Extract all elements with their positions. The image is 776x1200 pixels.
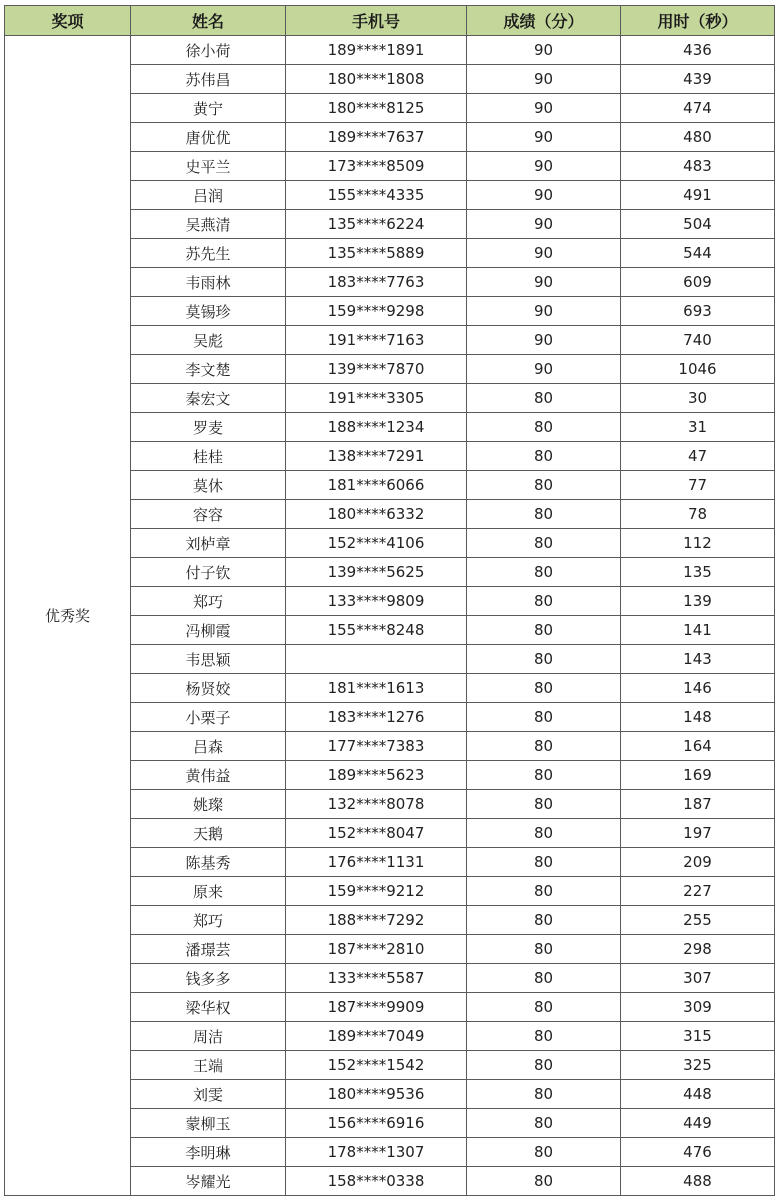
- cell-score: 80: [467, 819, 621, 848]
- cell-score: 80: [467, 906, 621, 935]
- cell-time: 609: [621, 268, 775, 297]
- cell-score: 80: [467, 500, 621, 529]
- cell-name: 黄宁: [131, 94, 286, 123]
- cell-phone: 191****3305: [286, 384, 467, 413]
- cell-name: 冯柳霞: [131, 616, 286, 645]
- cell-award-group: 优秀奖: [5, 36, 131, 1196]
- cell-time: 504: [621, 210, 775, 239]
- cell-phone: 189****7637: [286, 123, 467, 152]
- cell-phone: 180****1808: [286, 65, 467, 94]
- cell-name: 刘栌章: [131, 529, 286, 558]
- cell-score: 80: [467, 413, 621, 442]
- header-time: 用时（秒）: [621, 6, 775, 36]
- cell-score: 80: [467, 935, 621, 964]
- cell-name: 小栗子: [131, 703, 286, 732]
- cell-phone: 155****8248: [286, 616, 467, 645]
- cell-time: 139: [621, 587, 775, 616]
- cell-score: 80: [467, 645, 621, 674]
- cell-name: 杨贤姣: [131, 674, 286, 703]
- cell-name: 史平兰: [131, 152, 286, 181]
- cell-phone: 158****0338: [286, 1167, 467, 1196]
- table-header: [5, 6, 775, 36]
- cell-phone: 180****6332: [286, 500, 467, 529]
- header-award: 奖项: [5, 6, 131, 36]
- cell-score: 90: [467, 181, 621, 210]
- cell-score: 80: [467, 471, 621, 500]
- cell-time: 436: [621, 36, 775, 65]
- cell-score: 80: [467, 616, 621, 645]
- cell-phone: 152****8047: [286, 819, 467, 848]
- cell-phone: 159****9298: [286, 297, 467, 326]
- cell-score: 80: [467, 1051, 621, 1080]
- cell-time: 187: [621, 790, 775, 819]
- cell-time: 78: [621, 500, 775, 529]
- cell-score: 80: [467, 674, 621, 703]
- cell-score: 90: [467, 268, 621, 297]
- cell-name: 吴燕清: [131, 210, 286, 239]
- cell-time: 209: [621, 848, 775, 877]
- cell-name: 梁华权: [131, 993, 286, 1022]
- cell-time: 169: [621, 761, 775, 790]
- cell-score: 90: [467, 355, 621, 384]
- cell-phone: 183****1276: [286, 703, 467, 732]
- cell-phone: 187****2810: [286, 935, 467, 964]
- cell-phone: 188****1234: [286, 413, 467, 442]
- cell-name: 韦雨林: [131, 268, 286, 297]
- cell-time: 143: [621, 645, 775, 674]
- cell-score: 80: [467, 1022, 621, 1051]
- cell-name: 桂桂: [131, 442, 286, 471]
- cell-name: 容容: [131, 500, 286, 529]
- cell-time: 480: [621, 123, 775, 152]
- cell-time: 448: [621, 1080, 775, 1109]
- cell-score: 80: [467, 993, 621, 1022]
- cell-phone: 177****7383: [286, 732, 467, 761]
- cell-time: 30: [621, 384, 775, 413]
- cell-score: 80: [467, 587, 621, 616]
- cell-phone: 189****1891: [286, 36, 467, 65]
- cell-name: 潘璟芸: [131, 935, 286, 964]
- cell-score: 80: [467, 1167, 621, 1196]
- cell-name: 姚璨: [131, 790, 286, 819]
- cell-name: 陈基秀: [131, 848, 286, 877]
- cell-phone: 155****4335: [286, 181, 467, 210]
- cell-phone: 181****1613: [286, 674, 467, 703]
- cell-time: 1046: [621, 355, 775, 384]
- cell-time: 255: [621, 906, 775, 935]
- cell-time: 474: [621, 94, 775, 123]
- cell-phone: 139****7870: [286, 355, 467, 384]
- cell-time: 148: [621, 703, 775, 732]
- header-phone: 手机号: [286, 6, 467, 36]
- cell-score: 80: [467, 384, 621, 413]
- cell-phone: 189****5623: [286, 761, 467, 790]
- cell-score: 90: [467, 152, 621, 181]
- cell-time: 544: [621, 239, 775, 268]
- cell-time: 298: [621, 935, 775, 964]
- cell-name: 周洁: [131, 1022, 286, 1051]
- cell-time: 307: [621, 964, 775, 993]
- cell-time: 227: [621, 877, 775, 906]
- cell-name: 苏伟昌: [131, 65, 286, 94]
- cell-time: 164: [621, 732, 775, 761]
- cell-phone: 152****4106: [286, 529, 467, 558]
- cell-phone: 183****7763: [286, 268, 467, 297]
- cell-name: 苏先生: [131, 239, 286, 268]
- cell-name: 王端: [131, 1051, 286, 1080]
- cell-time: 77: [621, 471, 775, 500]
- cell-phone: 138****7291: [286, 442, 467, 471]
- cell-score: 90: [467, 210, 621, 239]
- cell-time: 135: [621, 558, 775, 587]
- cell-score: 80: [467, 732, 621, 761]
- cell-score: 80: [467, 877, 621, 906]
- table-row: [5, 36, 775, 65]
- cell-score: 90: [467, 326, 621, 355]
- cell-time: 315: [621, 1022, 775, 1051]
- cell-phone: 133****9809: [286, 587, 467, 616]
- cell-name: 岑耀光: [131, 1167, 286, 1196]
- cell-time: 476: [621, 1138, 775, 1167]
- award-sheet: [4, 5, 774, 1196]
- cell-phone: 181****6066: [286, 471, 467, 500]
- cell-name: 莫休: [131, 471, 286, 500]
- header-name: 姓名: [131, 6, 286, 36]
- cell-name: 蒙柳玉: [131, 1109, 286, 1138]
- cell-phone: 159****9212: [286, 877, 467, 906]
- cell-score: 90: [467, 36, 621, 65]
- cell-phone: 132****8078: [286, 790, 467, 819]
- cell-score: 80: [467, 1138, 621, 1167]
- cell-score: 80: [467, 1080, 621, 1109]
- cell-phone: 135****6224: [286, 210, 467, 239]
- cell-time: 197: [621, 819, 775, 848]
- cell-time: 488: [621, 1167, 775, 1196]
- cell-phone: [286, 645, 467, 674]
- cell-phone: 152****1542: [286, 1051, 467, 1080]
- cell-time: 483: [621, 152, 775, 181]
- cell-time: 491: [621, 181, 775, 210]
- cell-name: 唐优优: [131, 123, 286, 152]
- cell-time: 693: [621, 297, 775, 326]
- cell-name: 罗麦: [131, 413, 286, 442]
- cell-score: 90: [467, 123, 621, 152]
- cell-phone: 176****1131: [286, 848, 467, 877]
- cell-name: 原来: [131, 877, 286, 906]
- cell-time: 31: [621, 413, 775, 442]
- cell-score: 80: [467, 558, 621, 587]
- cell-name: 吕森: [131, 732, 286, 761]
- cell-name: 付子钦: [131, 558, 286, 587]
- cell-score: 90: [467, 239, 621, 268]
- cell-name: 李文楚: [131, 355, 286, 384]
- cell-name: 秦宏文: [131, 384, 286, 413]
- cell-phone: 178****1307: [286, 1138, 467, 1167]
- cell-time: 309: [621, 993, 775, 1022]
- header-score: 成绩（分）: [467, 6, 621, 36]
- cell-time: 47: [621, 442, 775, 471]
- cell-phone: 188****7292: [286, 906, 467, 935]
- cell-score: 90: [467, 65, 621, 94]
- cell-name: 刘雯: [131, 1080, 286, 1109]
- cell-name: 郑巧: [131, 906, 286, 935]
- cell-name: 郑巧: [131, 587, 286, 616]
- cell-name: 吕润: [131, 181, 286, 210]
- cell-phone: 139****5625: [286, 558, 467, 587]
- award-table: [4, 5, 775, 1196]
- cell-score: 90: [467, 94, 621, 123]
- cell-time: 449: [621, 1109, 775, 1138]
- cell-score: 80: [467, 529, 621, 558]
- cell-phone: 180****8125: [286, 94, 467, 123]
- cell-time: 439: [621, 65, 775, 94]
- header-row: [5, 6, 775, 36]
- table-body: [5, 36, 775, 1196]
- cell-phone: 189****7049: [286, 1022, 467, 1051]
- cell-score: 80: [467, 442, 621, 471]
- cell-score: 80: [467, 703, 621, 732]
- cell-time: 325: [621, 1051, 775, 1080]
- cell-name: 黄伟益: [131, 761, 286, 790]
- cell-time: 112: [621, 529, 775, 558]
- cell-phone: 180****9536: [286, 1080, 467, 1109]
- cell-phone: 187****9909: [286, 993, 467, 1022]
- cell-time: 141: [621, 616, 775, 645]
- cell-name: 莫锡珍: [131, 297, 286, 326]
- cell-name: 天鹅: [131, 819, 286, 848]
- cell-phone: 133****5587: [286, 964, 467, 993]
- cell-score: 80: [467, 848, 621, 877]
- cell-score: 80: [467, 964, 621, 993]
- cell-score: 80: [467, 790, 621, 819]
- cell-name: 韦思颖: [131, 645, 286, 674]
- cell-name: 李明琳: [131, 1138, 286, 1167]
- cell-name: 钱多多: [131, 964, 286, 993]
- cell-name: 吴彪: [131, 326, 286, 355]
- cell-score: 90: [467, 297, 621, 326]
- cell-score: 80: [467, 761, 621, 790]
- cell-phone: 173****8509: [286, 152, 467, 181]
- cell-name: 徐小荷: [131, 36, 286, 65]
- cell-score: 80: [467, 1109, 621, 1138]
- cell-phone: 156****6916: [286, 1109, 467, 1138]
- cell-time: 740: [621, 326, 775, 355]
- cell-time: 146: [621, 674, 775, 703]
- cell-phone: 135****5889: [286, 239, 467, 268]
- cell-phone: 191****7163: [286, 326, 467, 355]
